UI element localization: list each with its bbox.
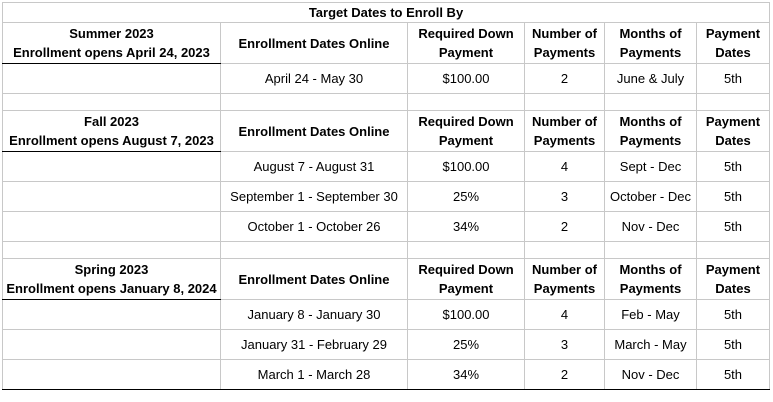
table-cell-months: Nov - Dec	[605, 212, 697, 242]
header-enrollment-dates: Enrollment Dates Online	[221, 111, 408, 152]
table-cell-dates: January 8 - January 30	[221, 300, 408, 330]
table-cell-dates: August 7 - August 31	[221, 152, 408, 182]
table-cell-months: Nov - Dec	[605, 360, 697, 390]
table-cell-payment-date: 5th	[697, 64, 770, 94]
empty-cell	[3, 330, 221, 360]
spacer-cell	[525, 94, 605, 111]
table-cell-down-payment: $100.00	[408, 300, 525, 330]
header-number-of-payments: Number of Payments	[525, 259, 605, 300]
spacer-cell	[697, 242, 770, 259]
section-term-label: Fall 2023 Enrollment opens August 7, 2023	[3, 111, 221, 152]
table-cell-number-of-payments: 2	[525, 64, 605, 94]
header-down-payment: Required Down Payment	[408, 23, 525, 64]
table-cell-dates: March 1 - March 28	[221, 360, 408, 390]
spacer-cell	[408, 94, 525, 111]
table-cell-down-payment: 25%	[408, 182, 525, 212]
spacer-cell	[605, 94, 697, 111]
empty-cell	[3, 300, 221, 330]
header-payment-dates: Payment Dates	[697, 23, 770, 64]
header-months-of-payments: Months of Payments	[605, 111, 697, 152]
spacer-cell	[697, 94, 770, 111]
header-number-of-payments: Number of Payments	[525, 111, 605, 152]
empty-cell	[3, 182, 221, 212]
header-payment-dates: Payment Dates	[697, 111, 770, 152]
table-cell-number-of-payments: 3	[525, 182, 605, 212]
empty-cell	[3, 212, 221, 242]
table-cell-number-of-payments: 4	[525, 152, 605, 182]
table-cell-payment-date: 5th	[697, 182, 770, 212]
table-cell-dates: October 1 - October 26	[221, 212, 408, 242]
table-cell-dates: September 1 - September 30	[221, 182, 408, 212]
table-cell-dates: April 24 - May 30	[221, 64, 408, 94]
header-enrollment-dates: Enrollment Dates Online	[221, 23, 408, 64]
spacer-cell	[3, 94, 221, 111]
spacer-cell	[221, 242, 408, 259]
spacer-cell	[408, 242, 525, 259]
spacer-cell	[3, 242, 221, 259]
header-months-of-payments: Months of Payments	[605, 259, 697, 300]
header-enrollment-dates: Enrollment Dates Online	[221, 259, 408, 300]
empty-cell	[3, 152, 221, 182]
empty-cell	[3, 360, 221, 390]
header-number-of-payments: Number of Payments	[525, 23, 605, 64]
header-payment-dates: Payment Dates	[697, 259, 770, 300]
spacer-cell	[525, 242, 605, 259]
table-cell-down-payment: $100.00	[408, 64, 525, 94]
spacer-cell	[605, 242, 697, 259]
empty-cell	[3, 64, 221, 94]
table-cell-down-payment: $100.00	[408, 152, 525, 182]
table-cell-payment-date: 5th	[697, 300, 770, 330]
table-cell-down-payment: 25%	[408, 330, 525, 360]
table-cell-down-payment: 34%	[408, 360, 525, 390]
enrollment-dates-table	[2, 2, 770, 390]
table-cell-months: Feb - May	[605, 300, 697, 330]
section-term-label: Spring 2023 Enrollment opens January 8, 2024	[3, 259, 221, 300]
table-cell-months: June & July	[605, 64, 697, 94]
table-cell-dates: January 31 - February 29	[221, 330, 408, 360]
table-cell-months: March - May	[605, 330, 697, 360]
table-cell-number-of-payments: 4	[525, 300, 605, 330]
header-down-payment: Required Down Payment	[408, 259, 525, 300]
table-cell-number-of-payments: 2	[525, 212, 605, 242]
table-cell-months: Sept - Dec	[605, 152, 697, 182]
header-down-payment: Required Down Payment	[408, 111, 525, 152]
table-cell-number-of-payments: 3	[525, 330, 605, 360]
table-cell-payment-date: 5th	[697, 330, 770, 360]
table-cell-payment-date: 5th	[697, 360, 770, 390]
table-cell-months: October - Dec	[605, 182, 697, 212]
table-cell-number-of-payments: 2	[525, 360, 605, 390]
table-cell-payment-date: 5th	[697, 212, 770, 242]
spacer-cell	[221, 94, 408, 111]
table-cell-payment-date: 5th	[697, 152, 770, 182]
table-cell-down-payment: 34%	[408, 212, 525, 242]
section-term-label: Summer 2023 Enrollment opens April 24, 2023	[3, 23, 221, 64]
table-title: Target Dates to Enroll By	[3, 3, 770, 23]
header-months-of-payments: Months of Payments	[605, 23, 697, 64]
